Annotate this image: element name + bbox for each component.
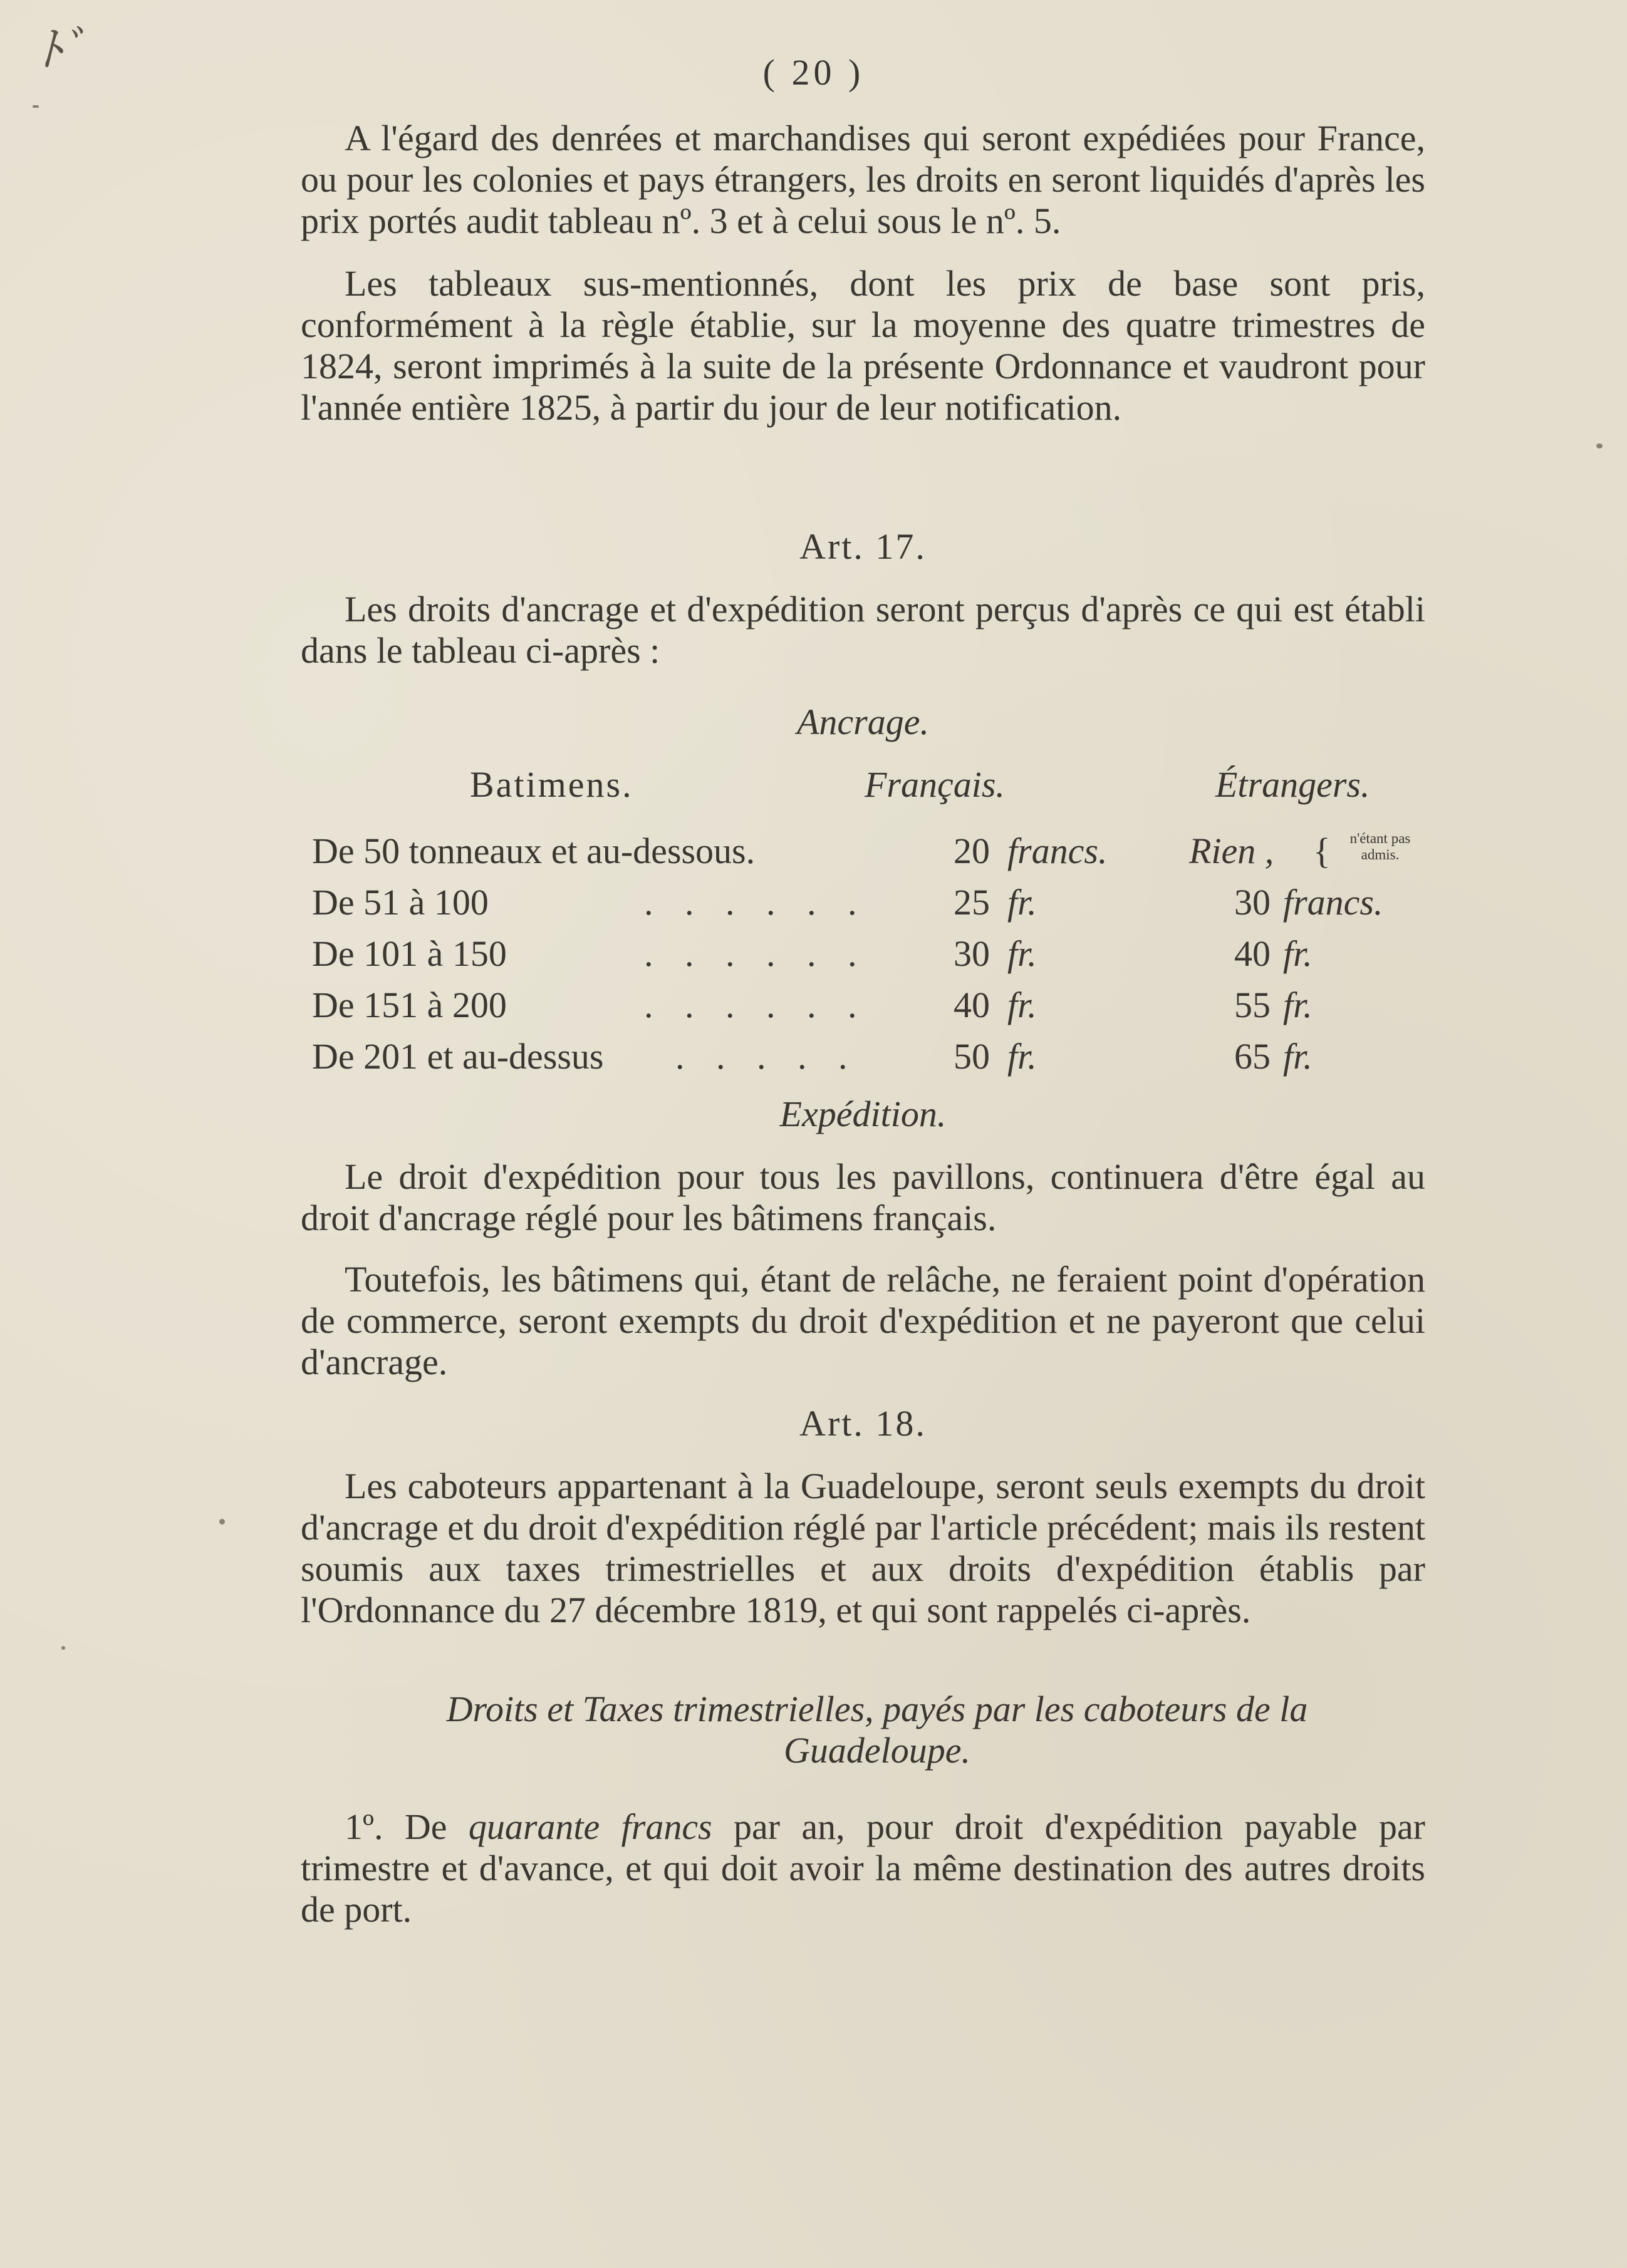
ancrage-heading: Ancrage. xyxy=(797,702,929,742)
row-label: De 51 à 100 xyxy=(312,882,489,923)
row-etrangers-value: 40 xyxy=(1234,933,1271,974)
leader-dots: . . . . . xyxy=(675,1036,859,1077)
row-etrangers-value: 65 xyxy=(1234,1036,1271,1077)
table-row xyxy=(312,831,1440,872)
brace-glyph: { xyxy=(1313,831,1331,871)
leader-dots: . . . . . . xyxy=(644,882,868,923)
expedition-heading: Expédition. xyxy=(779,1094,947,1134)
table-row xyxy=(312,933,1440,975)
table-row xyxy=(312,882,1440,923)
leader-dots: . . . . . . xyxy=(644,933,868,974)
paragraph-3: Les droits d'ancrage et d'expédition seront perçus d'après ce qui est établi dans le tableau ci-après : xyxy=(301,589,1425,671)
row-etrangers-note: n'étant pas admis. xyxy=(1349,831,1411,862)
margin-handwritten-mark: ﾄﾞ xyxy=(38,21,85,77)
row-etrangers-unit: fr. xyxy=(1283,1036,1313,1077)
paragraph-6: Les caboteurs appartenant à la Guadeloupe, seront seuls exempts du droit d'ancrage et du droit d'expédition réglé par l'article précédent; mais ils restent soumis aux taxes trimestrielles et aux droits d'expédition établis par l'Ordonnance du 27 décembre 1819, et qui sont rappelés ci-après. xyxy=(301,1466,1425,1630)
row-etrangers-value: 30 xyxy=(1234,882,1271,923)
row-francais-value: 30 xyxy=(954,933,990,974)
row-label: De 201 et au-dessus xyxy=(312,1036,604,1077)
table-row xyxy=(312,1036,1440,1077)
paragraph-7 xyxy=(301,1806,1425,1930)
ink-speck xyxy=(1596,443,1603,448)
row-francais-value: 20 xyxy=(954,831,990,871)
article-17-heading: Art. 17. xyxy=(799,526,927,567)
row-francais-unit: francs. xyxy=(1007,831,1108,871)
header-francais: Français. xyxy=(865,764,1005,805)
row-etrangers-unit: francs. xyxy=(1283,882,1383,923)
item-text-post: par an, pour droit d'expédition payable par trimestre et d'avance, et qui doit avoir la même destination des autres droits de port. xyxy=(301,1806,1425,1930)
row-francais-unit: fr. xyxy=(1007,1036,1037,1077)
header-etrangers: Étrangers. xyxy=(1215,764,1370,805)
table-row xyxy=(312,985,1440,1026)
row-etrangers-value: 55 xyxy=(1234,985,1271,1025)
item-emphasis: quarante francs xyxy=(468,1806,712,1847)
ink-speck xyxy=(219,1519,225,1525)
row-francais-unit: fr. xyxy=(1007,985,1037,1025)
item-text-pre: De xyxy=(404,1806,447,1847)
paragraph-5: Toutefois, les bâtimens qui, étant de relâche, ne feraient point d'opération de commerce, seront exempts du droit d'expédition et ne payeront que celui d'ancrage. xyxy=(301,1259,1425,1382)
droits-heading: Droits et Taxes trimestrielles, payés par les caboteurs de la Guadeloupe. xyxy=(446,1689,1308,1771)
paragraph-4: Le droit d'expédition pour tous les pavillons, continuera d'être égal au droit d'ancrage réglé pour les bâtimens français. xyxy=(301,1156,1425,1238)
row-etrangers-unit: fr. xyxy=(1283,933,1313,974)
row-francais-value: 50 xyxy=(954,1036,990,1077)
row-etrangers-unit: fr. xyxy=(1283,985,1313,1025)
header-batimens: Batimens. xyxy=(470,764,633,805)
row-label: De 101 à 150 xyxy=(312,933,507,974)
article-18-heading: Art. 18. xyxy=(799,1403,927,1444)
table-header xyxy=(301,764,1428,805)
leader-dots: . . . . . . xyxy=(644,985,868,1025)
ink-speck xyxy=(33,105,39,108)
row-francais-value: 40 xyxy=(954,985,990,1025)
row-francais-value: 25 xyxy=(954,882,990,923)
ink-speck xyxy=(61,1646,65,1650)
paragraph-2: Les tableaux sus-mentionnés, dont les prix de base sont pris, conformément à la règle établie, sur la moyenne des quatre trimestres de 1824, seront imprimés à la suite de la présente Ordonnance et vaudront pour l'année entière 1825, à partir du jour de leur notification. xyxy=(301,263,1425,428)
row-etrangers-value: Rien , xyxy=(1189,831,1274,871)
paragraph-1: A l'égard des denrées et marchandises qui seront expédiées pour France, ou pour les colonies et pays étrangers, les droits en seront liquidés d'après les prix portés audit tableau nº. 3 et à celui sous le nº. 5. xyxy=(301,118,1425,241)
item-number: 1º. xyxy=(345,1806,383,1847)
row-francais-unit: fr. xyxy=(1007,882,1037,923)
row-label: De 151 à 200 xyxy=(312,985,507,1025)
row-label: De 50 tonneaux et au-dessous. xyxy=(312,831,756,871)
row-francais-unit: fr. xyxy=(1007,933,1037,974)
page-number: ( 20 ) xyxy=(762,52,865,93)
